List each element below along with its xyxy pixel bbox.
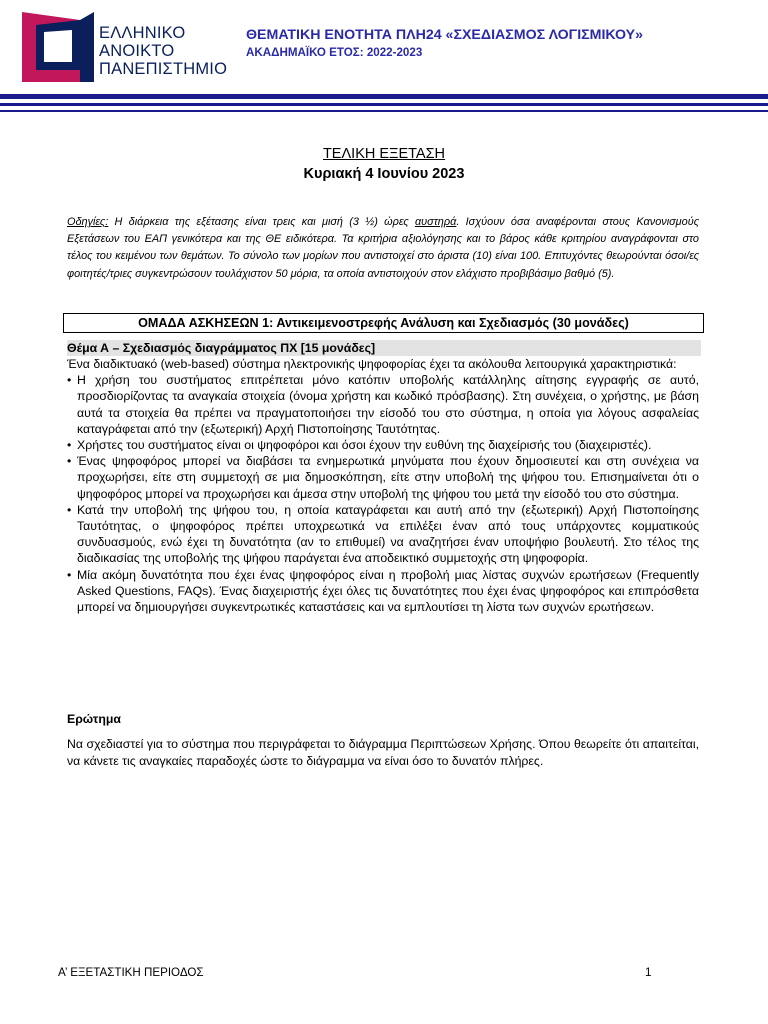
bullet-icon: •: [67, 438, 72, 453]
bullet-icon: •: [67, 454, 72, 469]
theme-body: [67, 356, 699, 615]
logo-line-2: ΑΝΟΙΚΤΟ: [99, 42, 175, 60]
list-item-text: Ένας ψηφοφόρος μπορεί να διαβάσει τα ενημερωτικά μηνύματα που έχουν δημοσιευτεί και στη συνέχεια να προχωρήσει, είτε στη συμμετοχή σε μια δημοσκόπηση, είτε στην υποβολή της ψήφου του. Επισημαίνεται ότι ο ψηφοφόρος μπορεί να προχωρήσει και άμεσα στην υποβολή της ψήφου του μετά την είσοδό του στο σύστημα.: [77, 454, 699, 501]
exercise-group-title: ΟΜΑΔΑ ΑΣΚΗΣΕΩΝ 1: Αντικειμενοστρεφής Ανάλυση και Σχεδιασμός (30 μονάδες): [63, 313, 704, 333]
instructions-text-2: . Ισχύουν όσα αναφέρονται στους Κανονισμούς Εξετάσεων του ΕΑΠ γενικότερα και της ΘΕ ειδικότερα. Τα κριτήρια αξιολόγησης και το βάρος κάθε κριτηρίου αναγράφονται στο τέλος του κειμένου των θεμάτων. Το σύνολο των μορίων που αντιστοιχεί στο άριστα (10) είναι 100. Επιτυχόντες θεωρούνται όσοι/ες φοιτητές/τριες συγκεντρώσουν τουλάχιστον 50 μόρια, τα οποία αντιστοιχούν στον ελάχιστο προβιβάσιμο βαθμό (5).: [67, 216, 699, 280]
exam-date: Κυριακή 4 Ιουνίου 2023: [303, 166, 465, 182]
instructions-label: Οδηγίες:: [67, 216, 109, 228]
header-rule-middle: [0, 103, 768, 106]
question-heading: Ερώτημα: [67, 712, 121, 726]
list-item-text: Χρήστες του συστήματος είναι οι ψηφοφόροι και όσοι έχουν την ευθύνη της διαχείρισής του (διαχειριστές).: [77, 438, 652, 453]
list-item-text: Η χρήση του συστήματος επιτρέπεται μόνο κατόπιν υποβολής κατάλληλης αίτησης εγγραφής σε αυτό, προσδιορίζοντας τα αναγκαία στοιχεία (όνομα χρήστη και κωδικό πρόσβασης). Στη συνέχεια, ο χρήστης, με βάση αυτά τα στοιχεία θα πρέπει να πραγματοποιήσει την είσοδό του στο σύστημα, η οποία για λόγους ασφαλείας καταγράφεται από την (εξωτερική) Αρχή Πιστοποίησης Ταυτότητας.: [77, 373, 699, 436]
list-item-text: Κατά την υποβολή της ψήφου του, η οποία καταγράφεται και αυτή από την (εξωτερική) Αρχή Πιστοποίησης Ταυτότητας, ο ψηφοφόρος πρέπει υποχρεωτικά να επιλέξει έναν από τους υπάρχοντες κομματικούς συνδυασμούς, ενώ έχει τη δυνατότητα (αν το επιθυμεί) να αναζητήσει έναν υποψήφιο βουλευτή. Στο τέλος της διαδικασίας της υποβολής της ψήφου παράγεται ένα αποδεικτικό συμμετοχής στη ψηφοφορία.: [77, 502, 699, 566]
header-rule-top: [0, 94, 768, 99]
exam-title: ΤΕΛΙΚΗ ΕΞΕΤΑΣΗ: [322, 146, 446, 162]
instructions-text-1: Η διάρκεια της εξέτασης είναι τρεις και μισή (3 ½) ώρες: [108, 216, 415, 228]
logo-line-3: ΠΑΝΕΠΙΣΤΗΜΙΟ: [99, 60, 228, 78]
logo-line-1: ΕΛΛΗΝΙΚΟ: [99, 24, 186, 42]
theme-intro: Ένα διαδικτυακό (web-based) σύστημα ηλεκτρονικής ψηφοφορίας έχει τα ακόλουθα λειτουργικά χαρακτηριστικά:: [67, 357, 677, 371]
bullet-icon: •: [67, 567, 72, 582]
list-item: [67, 453, 699, 502]
list-item-text: Μία ακόμη δυνατότητα που έχει ένας ψηφοφόρος είναι η προβολή μιας λίστας συχνών ερωτήσεων (Frequently Asked Questions, FAQs). Ένας διαχειριστής έχει όλες τις δυνατότητες που έχει ένας ψηφοφόρος και επιπρόσθετα μπορεί να δημιουργήσει συγκεντρωτικές καταστάσεις και να εμπλουτίσει τη λίστα των συχνών ερωτήσεων.: [77, 567, 699, 615]
academic-year: ΑΚΑΔΗΜΑΪΚΟ ΕΤΟΣ: 2022-2023: [246, 46, 423, 59]
logo-wordmark: [99, 24, 227, 78]
bullet-icon: •: [67, 373, 72, 388]
exam-period-footer: Α’ ΕΞΕΤΑΣΤΙΚΗ ΠΕΡΙΟΔΟΣ: [58, 966, 204, 979]
university-logo: [22, 12, 94, 82]
instructions-paragraph: [67, 214, 699, 283]
list-item: [67, 567, 699, 616]
theme-heading: Θέμα Α – Σχεδιασμός διαγράμματος ΠΧ [15 μονάδες]: [67, 340, 701, 356]
list-item: [67, 437, 699, 453]
feature-list: [67, 372, 699, 615]
instructions-strict: αυστηρά: [414, 216, 457, 228]
header-rule-bottom: [0, 110, 768, 112]
page-number: 1: [645, 966, 652, 979]
course-title: ΘΕΜΑΤΙΚΗ ΕΝΟΤΗΤΑ ΠΛΗ24 «ΣΧΕΔΙΑΣΜΟΣ ΛΟΓΙΣΜΙΚΟΥ»: [246, 27, 644, 43]
list-item: [67, 372, 699, 437]
bullet-icon: •: [67, 502, 72, 517]
question-text: Να σχεδιαστεί για το σύστημα που περιγράφεται το διάγραμμα Περιπτώσεων Χρήσης. Όπου θεωρείτε ότι απαιτείται, να κάνετε τις αναγκαίες παραδοχές ώστε το διάγραμμα να είναι όσο το δυνατόν πλήρες.: [67, 737, 699, 768]
list-item: [67, 502, 699, 567]
